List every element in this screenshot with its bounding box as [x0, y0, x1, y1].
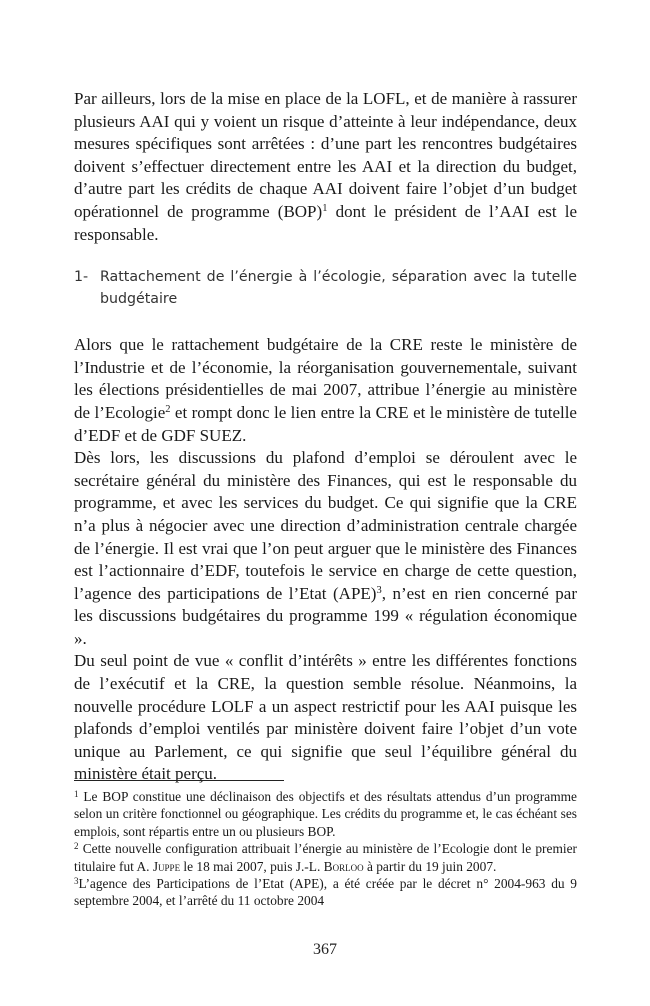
section-number: 1- — [74, 269, 89, 286]
footnote-ref-2[interactable]: 2 — [165, 403, 171, 415]
footnote-2-name-borloo: Borloo — [323, 858, 364, 874]
footnote-2-marker: 2 — [74, 841, 79, 852]
paragraph-3 — [74, 447, 577, 650]
section-heading — [74, 266, 577, 310]
paragraph-2 — [74, 334, 577, 447]
footnote-separator — [74, 780, 284, 781]
paragraph-1-text: Par ailleurs, lors de la mise en place de la LOFL, et de manière à rassurer plusieurs AAI qui y voient un risque d’atteinte à leur indépendance, deux mesures spécifiques sont arrêtées : d’une part les rencontres budgétaires doivent s’effectuer directement entre les AAI et la direction du budget, d’autre part les crédits de chaque AAI doivent faire l’objet d’un budget opérationnel de programme (BOP) — [74, 89, 577, 221]
footnote-2-name-juppe: Juppe — [152, 858, 181, 874]
paragraph-1-tail: dont le président de l’AAI est le responsable. — [74, 201, 578, 244]
paragraph-2-text-a: Alors que le rattachement budgétaire de la CRE reste le ministère de l’Industrie et de l’économie, la réorganisation gouvernementale, suivant les élections présidentielles de mai 2007, attribue l’énergie au ministère de l’Ecologie — [74, 335, 577, 422]
paragraph-4: Du seul point de vue « conflit d’intérêts » entre les différentes fonctions de l’exécutif et la CRE, la question semble résolue. Néanmoins, la nouvelle procédure LOLF a un aspect restrictif pour les AAI puisque les plafonds d’emploi ventilés par ministère doivent faire l’objet d’un vote unique au Parlement, ce qui signifie que seul l’équilibre général du ministère était perçu. — [74, 651, 577, 784]
paragraph-1 — [74, 88, 577, 246]
paragraph-3-text-a: Dès lors, les discussions du plafond d’emploi se déroulent avec le secrétaire général du ministère des Finances, qui est le responsable du programme, et avec les services du budget. Ce qui signifie que la CRE n’a plus à négocier avec une direction d’administration centrale chargée de l’énergie. Il est vrai que l’on peut arguer que le ministère des Finances est l’actionnaire d’EDF, toutefois le service en charge de cette question, l’agence des participations de l’Etat (APE) — [74, 448, 577, 603]
footnote-2-text-c: à partir du 19 juin 2007. — [363, 858, 497, 874]
section-title: Rattachement de l’énergie à l’écologie, séparation avec la tutelle budgétaire — [100, 269, 577, 308]
footnotes — [74, 788, 577, 910]
footnote-3-text: L’agence des Participations de l’Etat (APE), a été créée par le décret n° 2004-963 du 9 septembre 2004, et l’arrêté du 11 octobre 2004 — [74, 876, 577, 909]
paragraph-2-text-b: et rompt donc le lien entre la CRE et le ministère de tutelle d’EDF et de GDF SUEZ. — [74, 402, 577, 445]
footnote-3-marker: 3 — [74, 876, 79, 887]
footnote-ref-1[interactable]: 1 — [322, 202, 328, 214]
paragraph-3-text-b: , n’est en rien concerné par les discussions budgétaires du programme 199 « régulation économique ». — [74, 583, 577, 648]
footnote-2-text-b: le 18 mai 2007, puis J.-L. — [180, 858, 324, 874]
page-number: 367 — [313, 941, 337, 958]
footnote-1-marker: 1 — [74, 789, 79, 799]
footnote-2-text-a: Cette nouvelle configuration attribuait l’énergie au ministère de l’Ecologie dont le premier titulaire fut A. — [74, 841, 577, 874]
footnote-ref-3[interactable]: 3 — [376, 584, 382, 596]
footnote-2 — [74, 840, 577, 875]
footnote-1 — [74, 788, 577, 840]
page-body — [74, 88, 577, 786]
footnote-1-text: Le BOP constitue une déclinaison des objectifs et des résultats attendus d’un programme selon un critère fonctionnel ou géographique. Les crédits du programme et, le cas échéant ses emplois, sont répartis entre un ou plusieurs BOP. — [74, 789, 577, 839]
footnote-3 — [74, 875, 577, 910]
